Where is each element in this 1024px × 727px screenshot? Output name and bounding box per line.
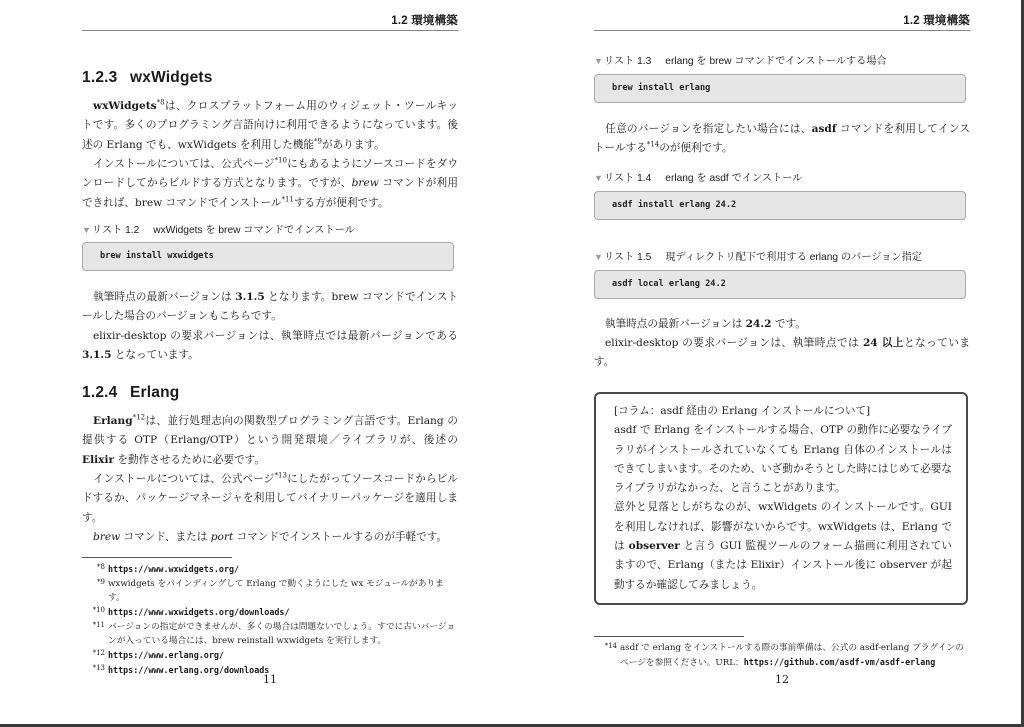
- column-paragraph: 意外と見落としがちなのが、wxWidgets のインストールです。GUI を利用しなければ、影響がないからです。wxWidgets は、Erlang では observer と言う GUI 監視ツールのフォーム描画に利用されていますので、Erlang（または Elixir）インストール後に observer が起動するか確認してみましょう。: [614, 501, 952, 591]
- code-text: brew install erlang: [612, 83, 711, 93]
- section-number: 1.2.3: [82, 69, 118, 86]
- footnote: *11 バージョンの指定ができませんが、多くの場合は問題ないでしょう。すでに古いバージョンが入っている場合には、brew reinstall wxwidgets を実行します。: [92, 621, 456, 646]
- code-text: asdf install erlang 24.2: [612, 200, 737, 210]
- paragraph: elixir-desktop の要求バージョンは、執筆時点では 24 以上となっています。: [594, 337, 971, 369]
- triangle-icon: ▼: [594, 173, 603, 183]
- column-title: [コラム：asdf 経由の Erlang インストールについて]: [614, 405, 871, 417]
- footnote: *12 https://www.erlang.org/: [92, 649, 224, 660]
- page-12: [594, 0, 970, 724]
- header-rule: [594, 30, 970, 31]
- header-rule: [82, 30, 458, 31]
- paragraph: インストールについては、公式ページ$^{*10}$にもあるようにソースコードをダウンロードしてからビルドする方式となります。ですが、brew コマンドが利用できれば、brew コマンドでインストール$^{*11}$する方が便利です。: [82, 156, 459, 209]
- code-block[interactable]: [594, 270, 966, 299]
- footnote: *8 https://www.wxwidgets.org/: [97, 563, 240, 574]
- section-heading-wxwidgets: [82, 69, 213, 87]
- paragraph: wxWidgets$^{*8}$は、クロスプラットフォーム用のウィジェット・ツールキットです。多くのプログラミング言語向けに利用できるようになっています。後述の Erlang でも、wxWidgets を利用した機能$^{*9}$があります。: [82, 98, 458, 151]
- paragraph: elixir-desktop の要求バージョンは、執筆時点では最新バージョンである 3.1.5 となっています。: [82, 330, 458, 362]
- paragraph: 任意のバージョンを指定したい場合には、asdf コマンドを利用してインストールする$^{*14}$のが便利です。: [594, 123, 970, 155]
- listing-caption: ▼リスト 1.3 erlang を brew コマンドでインストールする場合: [594, 56, 887, 67]
- paragraph: 執筆時点の最新バージョンは 3.1.5 となります。brew コマンドでインストールした場合のバージョンもこちらです。: [82, 291, 458, 323]
- triangle-icon: ▼: [594, 56, 603, 66]
- paragraph: brew コマンド、または port コマンドでインストールするのが手軽です。: [93, 531, 448, 543]
- section-number: 1.2.4: [82, 384, 118, 401]
- footnote-rule: [594, 636, 744, 637]
- running-head: 1.2 環境構築: [903, 15, 970, 27]
- code-block[interactable]: [82, 242, 454, 271]
- footnote: *13 https://www.erlang.org/downloads: [92, 664, 270, 675]
- triangle-icon: ▼: [82, 225, 91, 235]
- footnote-rule: [82, 557, 232, 558]
- triangle-icon: ▼: [594, 252, 603, 262]
- paragraph: 執筆時点の最新バージョンは 24.2 です。: [605, 318, 806, 330]
- code-text: asdf local erlang 24.2: [612, 279, 726, 289]
- paragraph: インストールについては、公式ページ$^{*13}$にしたがってソースコードからビルドするか、パッケージマネージャを利用してバイナリーパッケージを適用します。: [82, 471, 459, 524]
- footnote: *10 https://www.wxwidgets.org/downloads/: [92, 606, 290, 617]
- listing-caption: ▼リスト 1.4 erlang を asdf でインストール: [594, 173, 803, 184]
- code-text: brew install wxwidgets: [100, 251, 214, 261]
- section-heading-erlang: [82, 384, 179, 402]
- page-11: [82, 0, 458, 724]
- paragraph: Erlang$^{*12}$は、並行処理志向の関数型プログラミング言語です。Erlang の提供する OTP（Erlang/OTP）という開発環境／ライブラリが、後述の Elixir を動作させるために必要です。: [82, 413, 458, 466]
- column-paragraph: asdf で Erlang をインストールする場合、OTP の動作に必要なライブラリがインストールされていなくても Erlang 自体のインストールはできてしまいます。そのため、いざ動かそうとした時にはじめて必要なライブラリがなかった、と言うことがあります。: [614, 424, 952, 495]
- footnote: *14 asdf で erlang をインストールする際の事前準備は、公式の asdf-erlang プラグインのページを参照ください。URL：https://github.com/asdf-vm/asdf-erlang: [604, 642, 964, 668]
- section-title: Erlang: [130, 384, 180, 401]
- footnote: *9 wxwidgets をバインディングして Erlang で動くようにした wx モジュールがあります。: [97, 578, 444, 603]
- code-block[interactable]: [594, 191, 966, 220]
- listing-caption: ▼リスト 1.5 現ディレクトリ配下で利用する erlang のバージョン指定: [594, 252, 922, 263]
- page-number: 12: [775, 673, 789, 686]
- page-number: 11: [263, 673, 277, 686]
- section-title: wxWidgets: [130, 69, 213, 86]
- code-block[interactable]: [594, 74, 966, 103]
- footnotes: [82, 562, 458, 678]
- listing-caption: ▼リスト 1.2 wxWidgets を brew コマンドでインストール: [82, 225, 355, 236]
- footnotes: [594, 641, 970, 670]
- column-box: [594, 392, 968, 605]
- running-head: 1.2 環境構築: [391, 15, 458, 27]
